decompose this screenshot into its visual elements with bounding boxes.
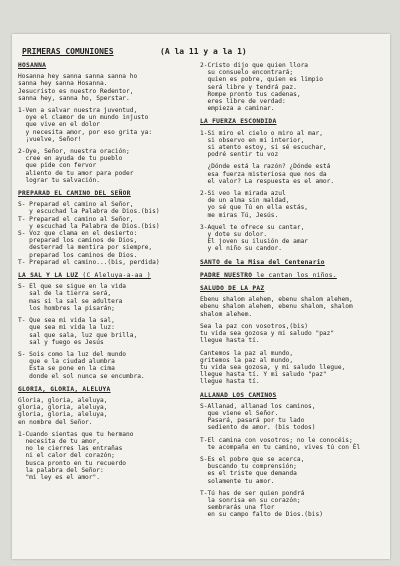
lyric-line: y escuchad la Palabra de Dios.(bis) xyxy=(18,208,160,216)
lyric-line: cree en ayuda de tu pueblo xyxy=(18,155,123,163)
sheet-note: (A la 11 y a la 1) xyxy=(160,47,247,56)
lyric-line: lograr tu salvación. xyxy=(18,176,100,184)
lyric-line: que viene el Señor. xyxy=(200,409,279,417)
lyric-line: preparad los caminos de Dios, xyxy=(18,237,138,245)
lyric-line: sal de la tierra será, xyxy=(18,290,112,298)
lyric-line: S- Sois como la luz del mundo xyxy=(18,350,127,358)
lyric-line: Esta se pone en la cima xyxy=(18,365,115,373)
lyric-line: oye el clamor de un mundo injusto xyxy=(18,114,149,122)
lyric-line: esa fuerza misteriosa que nos da xyxy=(200,170,327,178)
lyric-line: 1-Si miro el cielo o miro al mar, xyxy=(200,129,323,137)
lyric-line: me miras Tú, Jesús. xyxy=(200,211,279,219)
lyric-line: el valor? La respuesta es el amor. xyxy=(200,177,335,185)
lyric-line: y necesita amor, por eso grita ya: xyxy=(18,128,153,136)
lyric-line: S- El que se sigue en la vida xyxy=(18,283,127,291)
lyric-line: te acompaña en tu camino, vives tú con Él xyxy=(200,443,361,451)
lyric-line: sanna hey, sanna ho, Sperstar. xyxy=(18,94,130,102)
lyric-line: tu vida sea gozosa, y mi saludo llegue, xyxy=(200,363,346,371)
lyric-line: S-Allanad, allanad los caminos, xyxy=(200,402,316,410)
lyric-line: será libre y tendrá paz. xyxy=(200,83,297,91)
lyric-line: quien es pobre, quien es limpio xyxy=(200,76,323,84)
lyric-line: 2-Si veo la mirada azul xyxy=(200,190,286,198)
lyric-line: busca pronto en tu recuerdo xyxy=(18,459,127,467)
lyric-line: gloria, gloria, aleluya, xyxy=(18,404,108,412)
lyric-line: yo sé que Tú en ella estás, xyxy=(200,204,309,212)
lyric-line: Rompe pronto tus cadenas, xyxy=(200,90,301,98)
lyric-line: T- Preparad el camino al Señor, xyxy=(18,215,134,223)
lyric-line: sanna hey sanna Hosanna. xyxy=(18,80,108,88)
section-title: SANTO de la Misa del Centenario xyxy=(200,258,325,266)
lyric-line: T-El camina con vosotros; no le conocéis; xyxy=(200,436,353,444)
lyric-line: no le cierres las entrañas xyxy=(18,445,123,453)
lyric-line: los hombres la pisarán; xyxy=(18,304,115,312)
left-column xyxy=(18,62,198,481)
section-title: PADRE NUESTRO le cantan los niños. xyxy=(200,271,337,279)
lyric-line: donde el sol nunca se encumbra. xyxy=(18,372,145,380)
lyric-line: en su campo falto de Dios.(bis) xyxy=(200,511,323,519)
lyric-line: aliento de tu amor para poder xyxy=(18,169,134,177)
lyric-line: mas si la sal se adultera xyxy=(18,297,123,305)
section-title: GLORIA, GLORIA, ALELUYA xyxy=(18,385,111,393)
lyric-line: Gloria, gloria, aleluya, xyxy=(18,396,108,404)
section-note: (C Aleluya-a-aa ) xyxy=(78,272,151,280)
lyric-line: desterrad la mentira por siempre, xyxy=(18,244,153,252)
lyric-line: necesita de tu amor, xyxy=(18,437,100,445)
lyric-line: la palabra del Señor: xyxy=(18,466,104,474)
lyric-line: es el triste que demanda xyxy=(200,470,297,478)
lyric-line: Sea la paz con vosotros,(bis) xyxy=(200,322,309,330)
lyric-line: Hosanna hey sanna sanna sanna ho xyxy=(18,73,138,81)
lyric-line: ebenu shalom alehem, ebenu shalom, shalom xyxy=(200,303,353,311)
lyric-line: preparad los caminos de Dios. xyxy=(18,251,138,259)
section-title: ALLANAD LOS CAMINOS xyxy=(200,391,277,399)
lyric-line: Cantemos la paz al mundo, xyxy=(200,349,294,357)
lyric-line: Ebenu shalom alehem, ebenu shalom alehem, xyxy=(200,296,353,304)
lyric-line: que pide con fervor xyxy=(18,162,97,170)
lyric-line: de un alma sin maldad, xyxy=(200,197,290,205)
section-title: HOSANNA xyxy=(18,62,47,69)
lyric-line: y el niño su candor. xyxy=(200,245,282,253)
lyric-line: si atento estoy, si sé escuchar, xyxy=(200,144,327,152)
lyric-line: T-Tú has de ser quien pondrá xyxy=(200,489,305,497)
lyric-line: sal y fuego es Jesús xyxy=(18,338,104,346)
lyric-line: S- Voz que clama en el desierto: xyxy=(18,230,138,238)
lyric-line: ni el calor del corazón; xyxy=(18,452,115,460)
lyric-line: sediento de amor. (bis todos) xyxy=(200,424,316,432)
lyric-line: 1-Cuando sientas que tu hermano xyxy=(18,430,134,438)
lyric-line: "mi ley es el amor". xyxy=(18,473,100,481)
lyric-line: y escuchad la Palabra de Dios.(bis) xyxy=(18,222,160,230)
lyric-line: shalom alehem. xyxy=(200,310,253,318)
lyric-line: 3-Aquel te ofrece su cantar, xyxy=(200,223,305,231)
lyric-line: sal que sala, luz que brilla, xyxy=(18,331,138,339)
lyric-line: empieza a caminar. xyxy=(200,105,275,113)
lyric-line: T- Preparad el camino...(bis, perdida) xyxy=(18,258,160,266)
lyric-line: llegue hasta tí. xyxy=(200,337,260,345)
section-title: PREPARAD EL CAMINO DEL SEÑOR xyxy=(18,190,131,198)
right-column xyxy=(200,62,388,519)
lyric-line: su consuelo encontrará; xyxy=(200,69,294,77)
lyric-line: y dote su dolor. xyxy=(200,231,268,239)
lyric-line: si observo en mi interior, xyxy=(200,136,305,144)
lyric-line: S- Preparad el camino al Señor, xyxy=(18,201,134,209)
lyric-line: que vive en el dolor xyxy=(18,121,100,129)
lyric-line: gritemos la paz al mundo, xyxy=(200,356,294,364)
lyric-line: la sonrisa en su corazón; xyxy=(200,496,301,504)
lyric-line: tu vida sea gozosa y mi saludo "paz" xyxy=(200,330,335,338)
lyric-line: eres libre de verdad: xyxy=(200,98,286,106)
sheet-header xyxy=(22,47,382,56)
lyric-line: que e la ciudad alumbra xyxy=(18,358,115,366)
lyric-line: que sea mi vida la luz: xyxy=(18,324,115,332)
lyric-line: sembrarás una flor xyxy=(200,504,275,512)
section-title: LA SAL Y LA LUZ (C Aleluya-a-aa ) xyxy=(18,272,151,280)
lyric-line: ¿Dónde está la razón? ¿Dónde está xyxy=(200,163,331,171)
lyric-line: llegue hasta tí. Y mi saludo "paz" xyxy=(200,371,327,379)
lyric-line: en nombre del Señor. xyxy=(18,418,93,426)
lyric-line: T- Que sea mi vida la sal, xyxy=(18,317,115,325)
lyric-line: buscando tu comprensión; xyxy=(200,463,297,471)
lyric-line: 2-Cristo dijo que quien llora xyxy=(200,62,309,69)
lyric-line: podré sentir tu voz xyxy=(200,151,279,159)
lyric-line: gloria, gloria, aleluya, xyxy=(18,411,108,419)
lyric-line: El joven su ilusión de amar xyxy=(200,238,309,246)
lyric-line: S-Es el pobre que se acerca, xyxy=(200,455,305,463)
sheet-title: PRIMERAS COMUNIONES xyxy=(22,47,114,56)
lyric-line: llegue hasta tí. xyxy=(200,378,260,386)
lyric-line: Jesucristo es nuestro Redentor, xyxy=(18,87,134,95)
lyric-line: solamente tu amor. xyxy=(200,477,275,485)
lyric-line: 1-Ven a salvar nuestra juventud, xyxy=(18,107,138,115)
section-title: LA FUERZA ESCONDIDA xyxy=(200,118,277,126)
lyric-line: ¡vuelve, Señor! xyxy=(18,135,82,143)
section-note: le cantan los niños. xyxy=(252,271,337,279)
lyric-line: Pasará, pasará por tu lado xyxy=(200,417,305,425)
lyric-line: 2-Oye, Señor, nuestra oración; xyxy=(18,148,130,156)
section-title: SALUDO DE LA PAZ xyxy=(200,285,265,293)
